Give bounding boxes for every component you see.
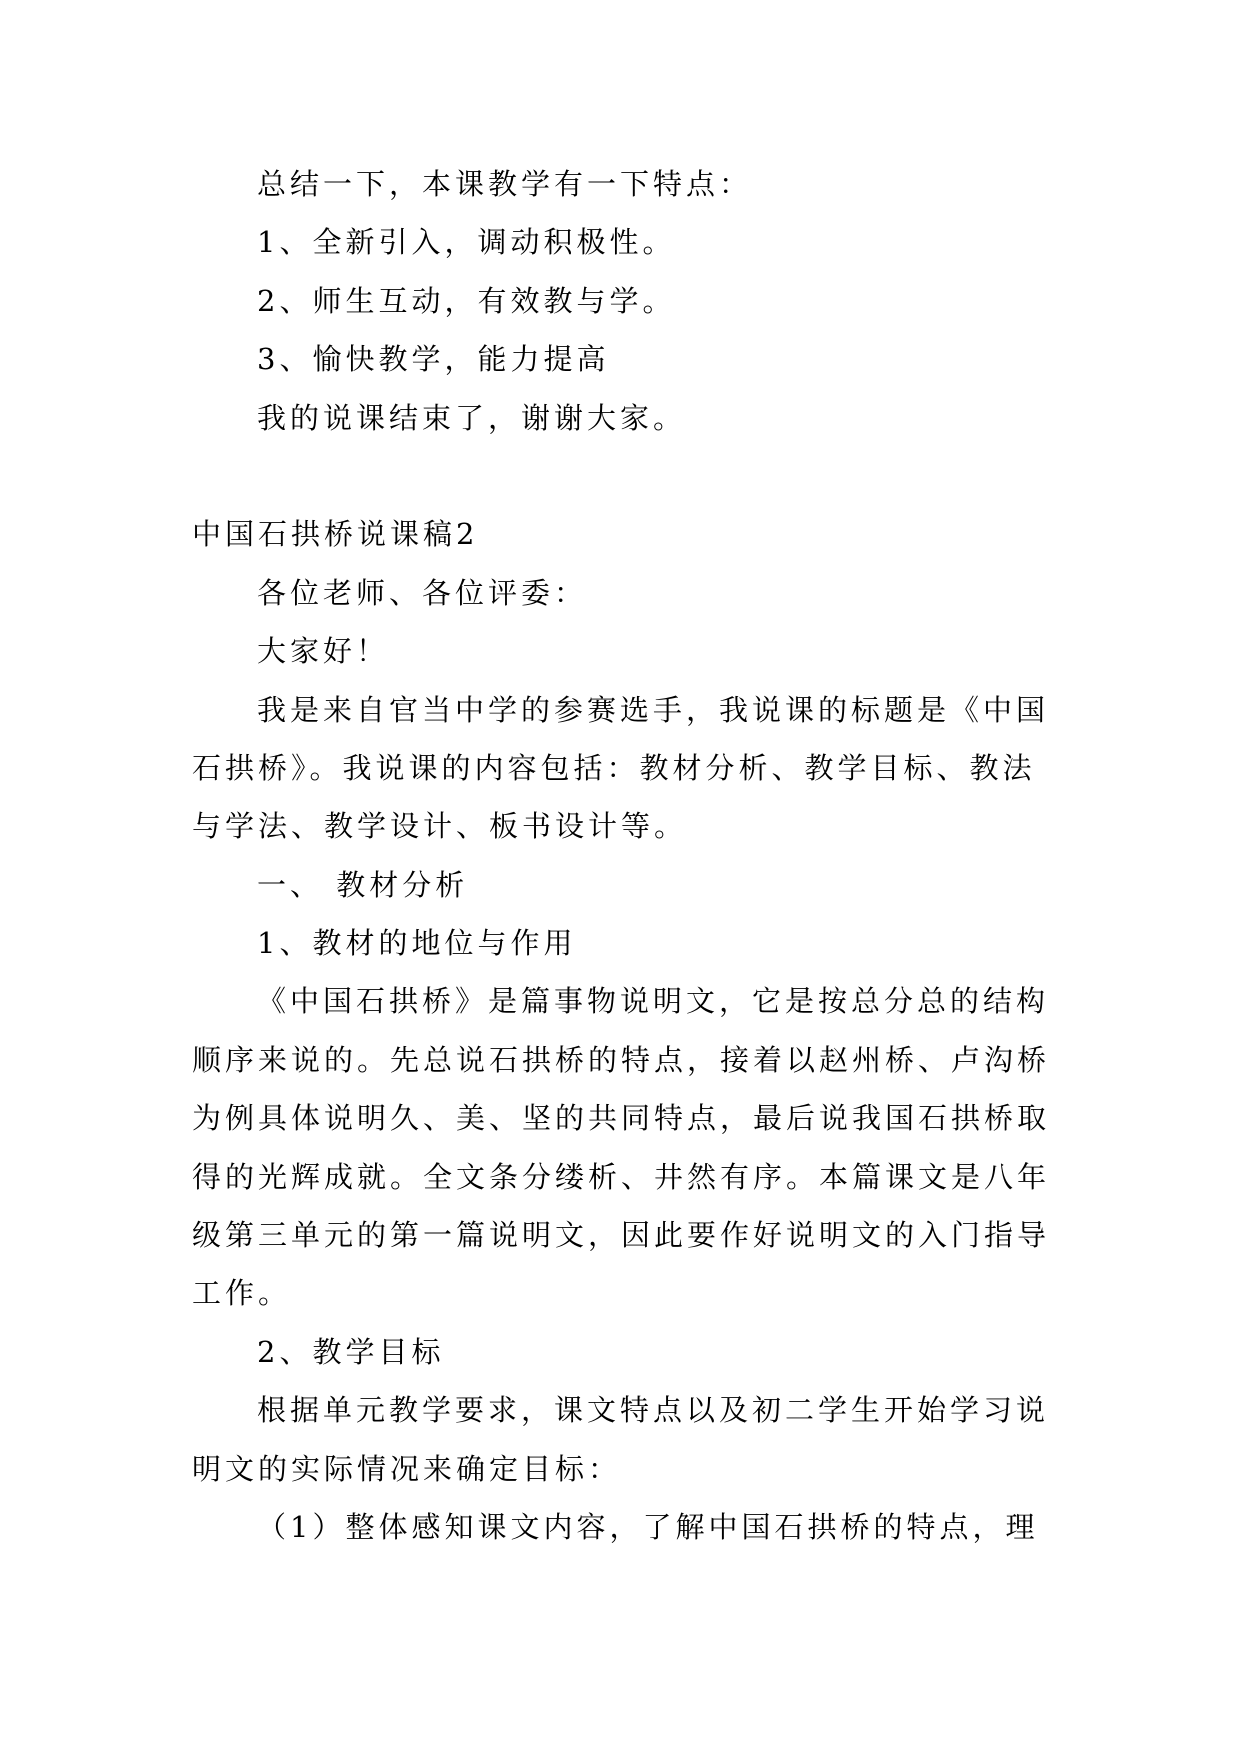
objective-item: （1）整体感知课文内容，了解中国石拱桥的特点，理 [257,1509,1039,1544]
section-heading: 一、 教材分析 [257,867,469,902]
feature-item: 3、愉快教学，能力提高 [257,342,610,377]
greeting: 大家好！ [257,634,390,669]
document-body [192,155,1072,1556]
document-title: 中国石拱桥说课稿2 [192,517,479,552]
closing-line: 我的说课结束了，谢谢大家。 [257,400,687,435]
paragraph-line: 我是来自官当中学的参赛选手，我说课的标题是《中国 [257,692,1050,727]
paragraph-line: 顺序来说的。先总说石拱桥的特点，接着以赵州桥、卢沟桥 [192,1042,1051,1077]
feature-item: 1、全新引入，调动积极性。 [257,225,676,260]
paragraph-line: 工作。 [192,1276,292,1311]
feature-item: 2、师生互动，有效教与学。 [257,283,676,318]
paragraph-line: 《中国石拱桥》是篇事物说明文，它是按总分总的结构 [257,984,1050,1019]
paragraph-line: 根据单元教学要求，课文特点以及初二学生开始学习说 [257,1393,1050,1428]
subsection-heading: 2、教学目标 [257,1334,445,1369]
salutation: 各位老师、各位评委： [257,575,588,610]
blank-line [192,447,1072,505]
paragraph-line: 得的光辉成就。全文条分缕析、井然有序。本篇课文是八年 [192,1159,1051,1194]
paragraph-line: 级第三单元的第一篇说明文，因此要作好说明文的入门指导 [192,1218,1051,1253]
paragraph-line: 为例具体说明久、美、坚的共同特点，最后说我国石拱桥取 [192,1101,1051,1136]
paragraph-line: 石拱桥》。我说课的内容包括：教材分析、教学目标、教法 [192,750,1036,785]
paragraph-line: 明文的实际情况来确定目标： [192,1451,622,1486]
subsection-heading: 1、教材的地位与作用 [257,926,577,961]
paragraph-line: 与学法、教学设计、板书设计等。 [192,809,688,844]
summary-intro: 总结一下，本课教学有一下特点： [257,167,753,201]
